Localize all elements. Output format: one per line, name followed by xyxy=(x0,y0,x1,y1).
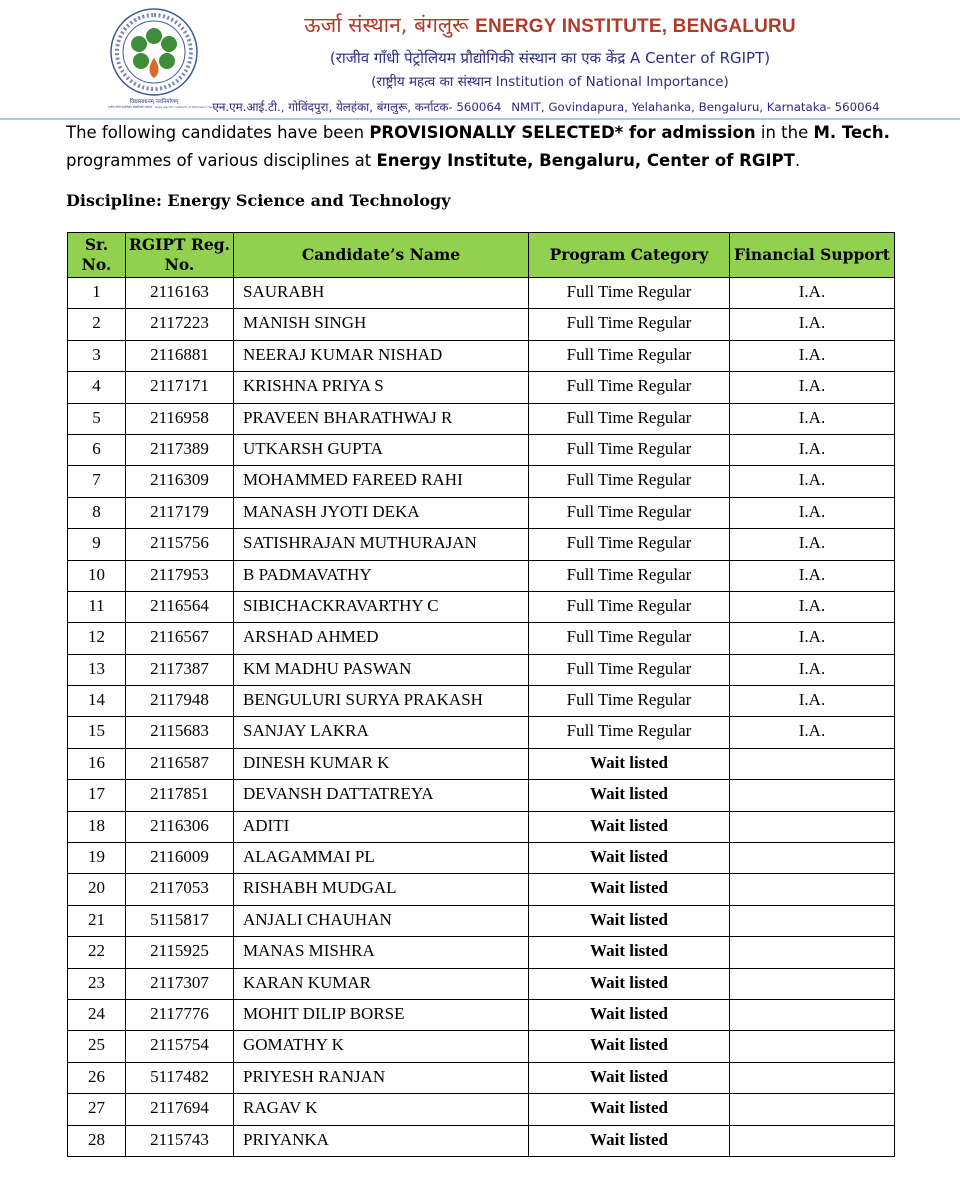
cell-sr-no: 1 xyxy=(68,278,126,309)
cell-reg-no: 2116567 xyxy=(126,623,234,654)
cell-reg-no: 2116163 xyxy=(126,278,234,309)
institute-logo xyxy=(108,6,226,112)
intro-bold-1: PROVISIONALLY SELECTED* for admission xyxy=(369,123,756,142)
cell-program-category: Wait listed xyxy=(529,999,730,1030)
cell-financial-support xyxy=(730,811,895,842)
cell-sr-no: 18 xyxy=(68,811,126,842)
table-row xyxy=(68,1094,895,1125)
cell-financial-support: I.A. xyxy=(730,278,895,309)
cell-program-category: Wait listed xyxy=(529,748,730,779)
cell-sr-no: 16 xyxy=(68,748,126,779)
logo-caption: विद्यासाधनम् नवनिर्माणम् xyxy=(129,99,179,105)
cell-sr-no: 4 xyxy=(68,372,126,403)
header-program-category: Program Category xyxy=(529,233,730,278)
cell-sr-no: 5 xyxy=(68,403,126,434)
cell-candidate-name: KARAN KUMAR xyxy=(234,968,529,999)
cell-program-category: Full Time Regular xyxy=(529,340,730,371)
cell-sr-no: 3 xyxy=(68,340,126,371)
cell-financial-support: I.A. xyxy=(730,372,895,403)
cell-sr-no: 8 xyxy=(68,497,126,528)
cell-program-category: Wait listed xyxy=(529,968,730,999)
candidates-table xyxy=(67,232,895,1157)
cell-candidate-name: MANISH SINGH xyxy=(234,309,529,340)
cell-program-category: Full Time Regular xyxy=(529,654,730,685)
table-row xyxy=(68,591,895,622)
cell-reg-no: 5115817 xyxy=(126,905,234,936)
cell-reg-no: 2115925 xyxy=(126,937,234,968)
cell-candidate-name: KRISHNA PRIYA S xyxy=(234,372,529,403)
table-row xyxy=(68,1125,895,1156)
cell-program-category: Wait listed xyxy=(529,1094,730,1125)
cell-candidate-name: BENGULURI SURYA PRAKASH xyxy=(234,686,529,717)
cell-program-category: Wait listed xyxy=(529,780,730,811)
cell-reg-no: 2117694 xyxy=(126,1094,234,1125)
cell-candidate-name: RISHABH MUDGAL xyxy=(234,874,529,905)
cell-program-category: Full Time Regular xyxy=(529,560,730,591)
cell-candidate-name: SATISHRAJAN MUTHURAJAN xyxy=(234,529,529,560)
cell-reg-no: 2115756 xyxy=(126,529,234,560)
table-row xyxy=(68,686,895,717)
cell-sr-no: 11 xyxy=(68,591,126,622)
cell-program-category: Wait listed xyxy=(529,843,730,874)
cell-candidate-name: NEERAJ KUMAR NISHAD xyxy=(234,340,529,371)
cell-program-category: Wait listed xyxy=(529,1125,730,1156)
intro-text-4: . xyxy=(794,151,801,170)
cell-reg-no: 2117171 xyxy=(126,372,234,403)
cell-reg-no: 2117053 xyxy=(126,874,234,905)
address-english: NMIT, Govindapura, Yelahanka, Bengaluru, Karnataka- 560064 xyxy=(511,100,880,114)
cell-financial-support xyxy=(730,748,895,779)
cell-candidate-name: GOMATHY K xyxy=(234,1031,529,1062)
table-row xyxy=(68,1031,895,1062)
cell-reg-no: 2115683 xyxy=(126,717,234,748)
table-row xyxy=(68,278,895,309)
discipline-heading: Discipline: Energy Science and Technology xyxy=(66,191,451,210)
cell-reg-no: 2115743 xyxy=(126,1125,234,1156)
cell-financial-support xyxy=(730,968,895,999)
cell-program-category: Full Time Regular xyxy=(529,434,730,465)
cell-reg-no: 2116564 xyxy=(126,591,234,622)
cell-financial-support xyxy=(730,1062,895,1093)
cell-financial-support: I.A. xyxy=(730,591,895,622)
cell-financial-support: I.A. xyxy=(730,560,895,591)
cell-financial-support xyxy=(730,1031,895,1062)
cell-reg-no: 2116958 xyxy=(126,403,234,434)
cell-candidate-name: ARSHAD AHMED xyxy=(234,623,529,654)
table-row xyxy=(68,748,895,779)
cell-reg-no: 2116881 xyxy=(126,340,234,371)
cell-financial-support xyxy=(730,780,895,811)
cell-financial-support xyxy=(730,999,895,1030)
cell-sr-no: 7 xyxy=(68,466,126,497)
cell-reg-no: 2116306 xyxy=(126,811,234,842)
cell-sr-no: 28 xyxy=(68,1125,126,1156)
table-row xyxy=(68,874,895,905)
cell-program-category: Full Time Regular xyxy=(529,686,730,717)
cell-sr-no: 22 xyxy=(68,937,126,968)
cell-reg-no: 2117387 xyxy=(126,654,234,685)
cell-sr-no: 25 xyxy=(68,1031,126,1062)
institute-name xyxy=(200,10,900,42)
cell-sr-no: 24 xyxy=(68,999,126,1030)
table-row xyxy=(68,843,895,874)
intro-bold-2: M. Tech. xyxy=(813,123,890,142)
table-row xyxy=(68,1062,895,1093)
cell-candidate-name: DEVANSH DATTATREYA xyxy=(234,780,529,811)
cell-candidate-name: SAURABH xyxy=(234,278,529,309)
cell-program-category: Wait listed xyxy=(529,874,730,905)
intro-bold-3: Energy Institute, Bengaluru, Center of RGIPT xyxy=(376,151,795,170)
cell-program-category: Wait listed xyxy=(529,811,730,842)
cell-financial-support xyxy=(730,874,895,905)
institute-name-english: ENERGY INSTITUTE, BENGALURU xyxy=(475,16,796,37)
national-importance: (राष्ट्रीय महत्व का संस्थान Institution of National Importance) xyxy=(371,74,729,90)
header-candidate-name: Candidate’s Name xyxy=(234,233,529,278)
table-row xyxy=(68,999,895,1030)
cell-candidate-name: ANJALI CHAUHAN xyxy=(234,905,529,936)
letterhead xyxy=(0,0,960,120)
cell-program-category: Full Time Regular xyxy=(529,278,730,309)
cell-program-category: Full Time Regular xyxy=(529,372,730,403)
cell-reg-no: 2117776 xyxy=(126,999,234,1030)
cell-candidate-name: SIBICHACKRAVARTHY C xyxy=(234,591,529,622)
center-of-rgipt: (राजीव गाँधी पेट्रोलियम प्रौद्योगिकी संस्थान का एक केंद्र A Center of RGIPT) xyxy=(329,49,771,67)
cell-financial-support xyxy=(730,843,895,874)
cell-reg-no: 2117953 xyxy=(126,560,234,591)
cell-candidate-name: MANASH JYOTI DEKA xyxy=(234,497,529,528)
cell-sr-no: 13 xyxy=(68,654,126,685)
institute-name-hindi: ऊर्जा संस्थान, बंगलुरू xyxy=(304,13,469,37)
letterhead-text xyxy=(200,10,900,119)
table-row xyxy=(68,434,895,465)
cell-candidate-name: KM MADHU PASWAN xyxy=(234,654,529,685)
cell-sr-no: 2 xyxy=(68,309,126,340)
cell-financial-support xyxy=(730,905,895,936)
cell-program-category: Full Time Regular xyxy=(529,497,730,528)
cell-sr-no: 23 xyxy=(68,968,126,999)
cell-reg-no: 2116309 xyxy=(126,466,234,497)
table-header-row xyxy=(68,233,895,278)
cell-reg-no: 2117948 xyxy=(126,686,234,717)
table-row xyxy=(68,717,895,748)
cell-sr-no: 12 xyxy=(68,623,126,654)
cell-program-category: Full Time Regular xyxy=(529,309,730,340)
intro-paragraph xyxy=(66,119,916,175)
cell-financial-support: I.A. xyxy=(730,717,895,748)
cell-candidate-name: PRIYESH RANJAN xyxy=(234,1062,529,1093)
table-row xyxy=(68,811,895,842)
cell-sr-no: 21 xyxy=(68,905,126,936)
cell-sr-no: 19 xyxy=(68,843,126,874)
cell-candidate-name: MOHIT DILIP BORSE xyxy=(234,999,529,1030)
cell-program-category: Full Time Regular xyxy=(529,717,730,748)
cell-reg-no: 2117851 xyxy=(126,780,234,811)
cell-program-category: Full Time Regular xyxy=(529,623,730,654)
table-row xyxy=(68,560,895,591)
cell-sr-no: 17 xyxy=(68,780,126,811)
cell-sr-no: 27 xyxy=(68,1094,126,1125)
cell-financial-support: I.A. xyxy=(730,434,895,465)
cell-program-category: Full Time Regular xyxy=(529,591,730,622)
cell-financial-support: I.A. xyxy=(730,654,895,685)
intro-text-2: in the xyxy=(755,123,814,142)
cell-program-category: Wait listed xyxy=(529,905,730,936)
table-row xyxy=(68,497,895,528)
cell-reg-no: 2116009 xyxy=(126,843,234,874)
cell-financial-support: I.A. xyxy=(730,529,895,560)
cell-candidate-name: SANJAY LAKRA xyxy=(234,717,529,748)
cell-candidate-name: MOHAMMED FAREED RAHI xyxy=(234,466,529,497)
table-row xyxy=(68,654,895,685)
cell-candidate-name: UTKARSH GUPTA xyxy=(234,434,529,465)
cell-program-category: Full Time Regular xyxy=(529,529,730,560)
intro-text-1: The following candidates have been xyxy=(66,123,370,142)
address-hindi: एन.एम.आई.टी., गोविंदपुरा, येलहंका, बंगलुरू, कर्नाटक- 560064 xyxy=(212,100,502,114)
cell-candidate-name: B PADMAVATHY xyxy=(234,560,529,591)
cell-financial-support: I.A. xyxy=(730,309,895,340)
cell-reg-no: 2116587 xyxy=(126,748,234,779)
cell-sr-no: 15 xyxy=(68,717,126,748)
table-row xyxy=(68,905,895,936)
table-row xyxy=(68,340,895,371)
header-reg-no: RGIPT Reg. No. xyxy=(126,233,234,278)
cell-program-category: Full Time Regular xyxy=(529,466,730,497)
cell-financial-support: I.A. xyxy=(730,686,895,717)
cell-sr-no: 20 xyxy=(68,874,126,905)
cell-candidate-name: ADITI xyxy=(234,811,529,842)
cell-candidate-name: ALAGAMMAI PL xyxy=(234,843,529,874)
cell-program-category: Wait listed xyxy=(529,1031,730,1062)
cell-financial-support: I.A. xyxy=(730,466,895,497)
table-row xyxy=(68,403,895,434)
cell-reg-no: 5117482 xyxy=(126,1062,234,1093)
cell-reg-no: 2117179 xyxy=(126,497,234,528)
cell-sr-no: 6 xyxy=(68,434,126,465)
cell-program-category: Full Time Regular xyxy=(529,403,730,434)
cell-program-category: Wait listed xyxy=(529,937,730,968)
cell-sr-no: 10 xyxy=(68,560,126,591)
cell-financial-support xyxy=(730,1094,895,1125)
cell-sr-no: 26 xyxy=(68,1062,126,1093)
cell-reg-no: 2115754 xyxy=(126,1031,234,1062)
institute-address xyxy=(192,95,900,119)
header-financial-support: Financial Support xyxy=(730,233,895,278)
table-row xyxy=(68,937,895,968)
cell-financial-support: I.A. xyxy=(730,497,895,528)
cell-financial-support xyxy=(730,937,895,968)
cell-candidate-name: PRAVEEN BHARATHWAJ R xyxy=(234,403,529,434)
table-row xyxy=(68,780,895,811)
cell-sr-no: 14 xyxy=(68,686,126,717)
table-row xyxy=(68,529,895,560)
cell-candidate-name: RAGAV K xyxy=(234,1094,529,1125)
table-row xyxy=(68,372,895,403)
table-row xyxy=(68,623,895,654)
cell-reg-no: 2117223 xyxy=(126,309,234,340)
intro-text-3: programmes of various disciplines at xyxy=(66,151,377,170)
cell-financial-support xyxy=(730,1125,895,1156)
cell-candidate-name: PRIYANKA xyxy=(234,1125,529,1156)
table-row xyxy=(68,466,895,497)
logo-ring-text: राजीव गाँधी पेट्रोलियम प्रौद्योगिकी संस्थान · Rajiv Gandhi Institute of Petroleum Technology xyxy=(108,105,226,109)
header-sr-no: Sr. No. xyxy=(68,233,126,278)
cell-candidate-name: MANAS MISHRA xyxy=(234,937,529,968)
table-row xyxy=(68,968,895,999)
cell-candidate-name: DINESH KUMAR K xyxy=(234,748,529,779)
cell-reg-no: 2117307 xyxy=(126,968,234,999)
cell-sr-no: 9 xyxy=(68,529,126,560)
cell-reg-no: 2117389 xyxy=(126,434,234,465)
cell-financial-support: I.A. xyxy=(730,403,895,434)
cell-financial-support: I.A. xyxy=(730,623,895,654)
table-row xyxy=(68,309,895,340)
cell-program-category: Wait listed xyxy=(529,1062,730,1093)
cell-financial-support: I.A. xyxy=(730,340,895,371)
